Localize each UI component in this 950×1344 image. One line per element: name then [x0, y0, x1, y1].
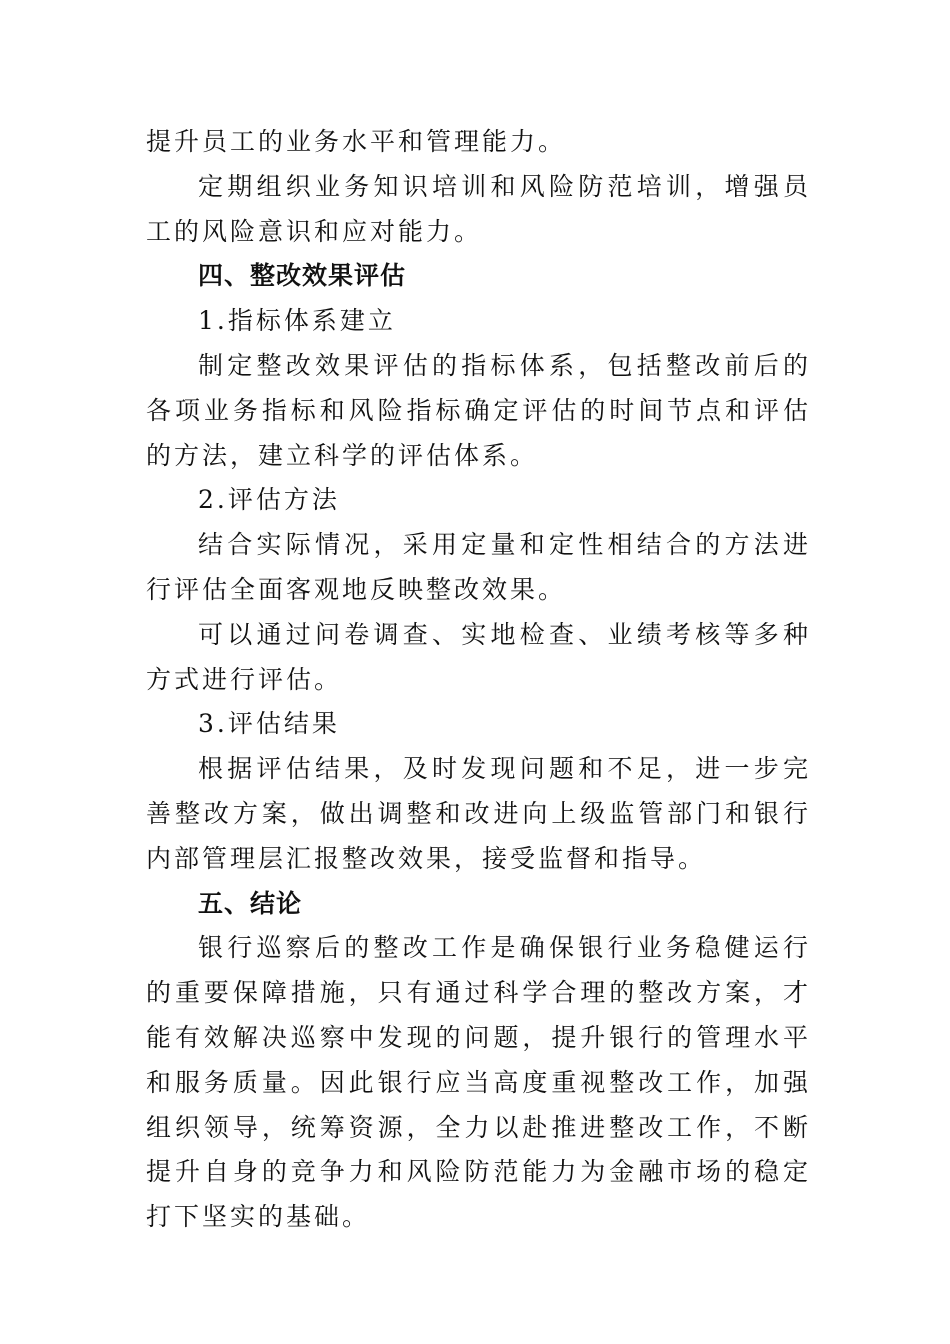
paragraph-conclusion: 银行巡察后的整改工作是确保银行业务稳健运行的重要保障措施，只有通过科学合理的整改方案，才能有效解决巡察中发现的问题，提升银行的管理水平和服务质量。因此银行应当高度重视整改工作，加强组织领导，统筹资源，全力以赴推进整改工作，不断提升自身的竞争力和风险防范能力为金融市场的稳定打下坚实的基础。: [146, 933, 811, 1232]
document-body: [146, 120, 811, 1240]
paragraph-evaluation-means: 可以通过问卷调查、实地检查、业绩考核等多种方式进行评估。: [146, 619, 811, 694]
subheading-evaluation-method: 2.评估方法: [198, 485, 340, 515]
section-heading-conclusion: 五、结论: [198, 888, 303, 918]
subheading-indicator-system: 1.指标体系建立: [198, 306, 396, 336]
paragraph-evaluation-method: 结合实际情况，采用定量和定性相结合的方法进行评估全面客观地反映整改效果。: [146, 530, 811, 604]
paragraph-training: 定期组织业务知识培训和风险防范培训，增强员工的风险意识和应对能力。: [146, 171, 811, 246]
paragraph-evaluation-result: 根据评估结果，及时发现问题和不足，进一步完善整改方案，做出调整和改进向上级监管部门和银行内部管理层汇报整改效果，接受监督和指导。: [146, 754, 811, 873]
paragraph-indicator-system: 制定整改效果评估的指标体系，包括整改前后的各项业务指标和风险指标确定评估的时间节点和评估的方法，建立科学的评估体系。: [146, 350, 811, 470]
section-heading-evaluation: 四、整改效果评估: [198, 261, 407, 291]
subheading-evaluation-result: 3.评估结果: [198, 709, 340, 739]
paragraph-continuation: 提升员工的业务水平和管理能力。: [146, 127, 567, 156]
